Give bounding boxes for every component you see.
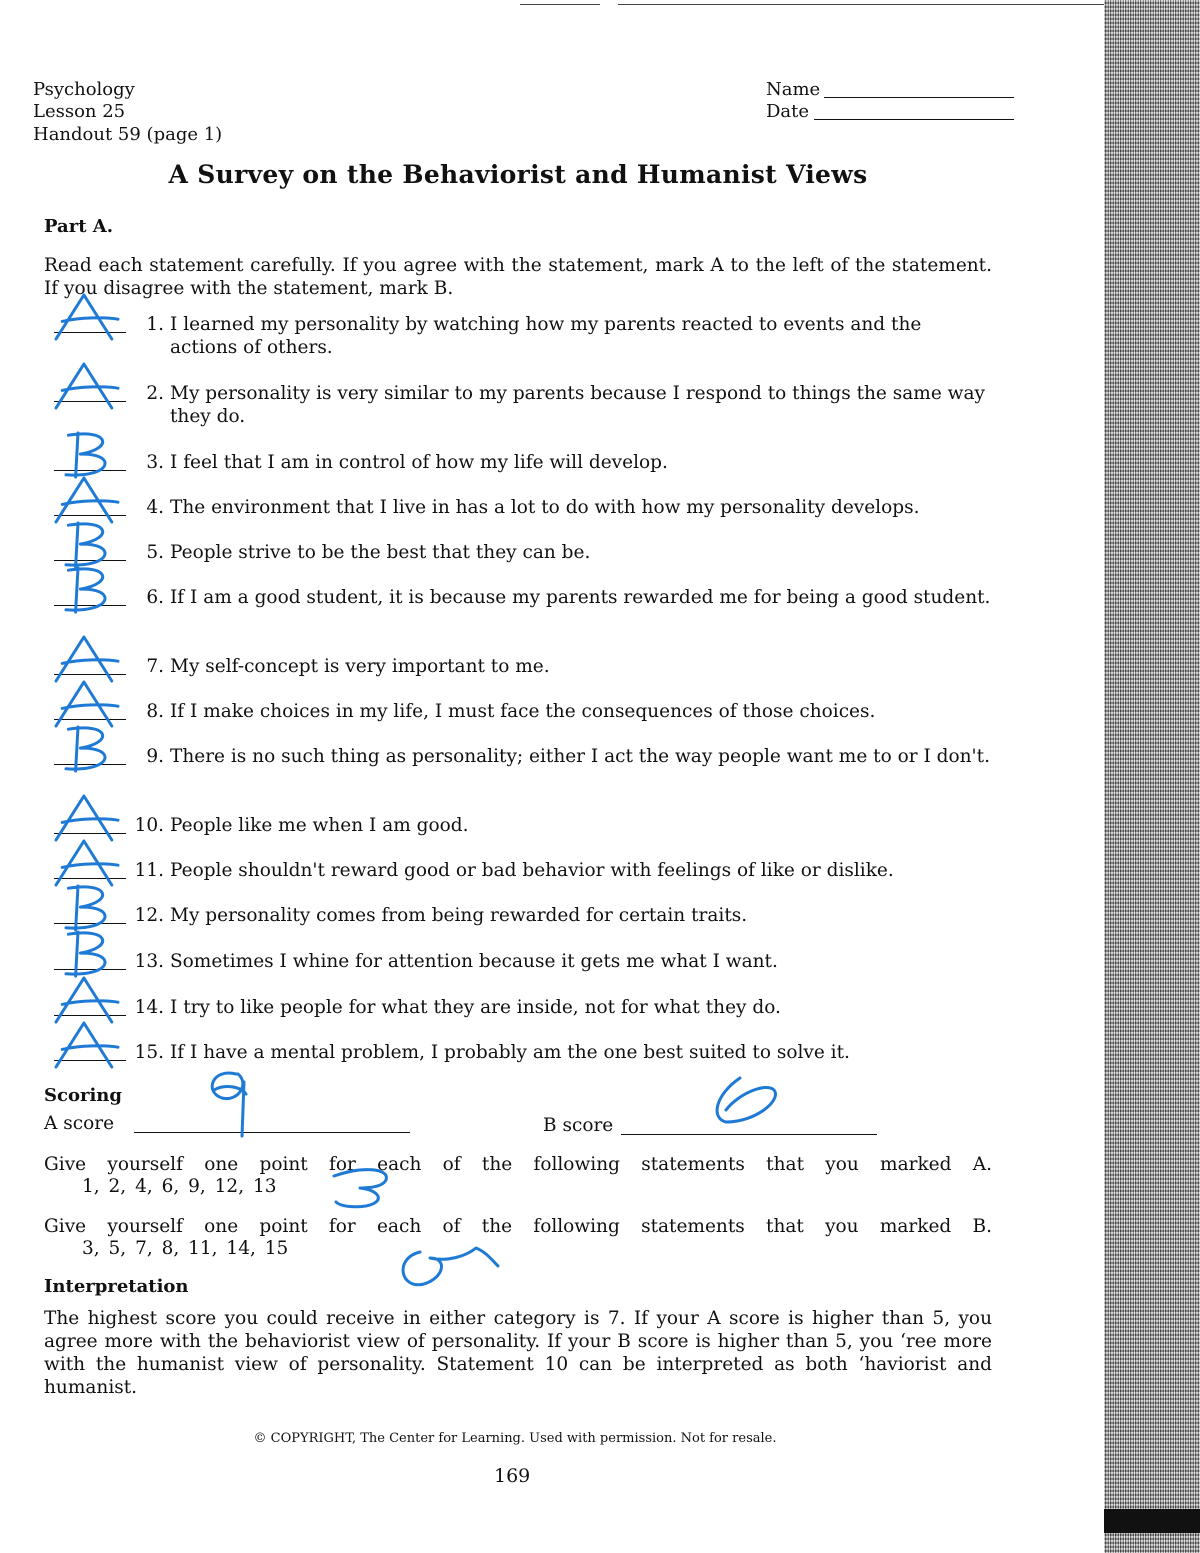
handwritten-b-mark: [66, 568, 105, 612]
handwritten-b-mark: [66, 886, 105, 930]
statement-text: My self-concept is very important to me.: [170, 656, 550, 677]
name-label: Name: [766, 79, 821, 100]
statement-text: Sometimes I whine for attention because it gets me what I want.: [170, 951, 778, 972]
a-scoring-items: 1, 2, 4, 6, 9, 12, 13: [82, 1176, 277, 1197]
statement-text: My personality comes from being rewarded for certain traits.: [170, 905, 748, 926]
statement-number: 12.: [134, 905, 164, 926]
statement-number: 6.: [146, 587, 164, 608]
statement-text: My personality is very similar to my parents because I respond to things the same way they do.: [170, 383, 985, 427]
statement-text: People like me when I am good.: [170, 815, 469, 836]
part-a-heading: Part A.: [44, 216, 114, 237]
handwritten-a-note: [334, 1170, 386, 1207]
statement-text: The environment that I live in has a lot to do with how my personality develops.: [170, 497, 920, 518]
statement-number: 11.: [134, 860, 164, 881]
lesson-label: Lesson 25: [33, 101, 126, 122]
statement-text: I learned my personality by watching how my parents reacted to events and the actions of others.: [170, 314, 922, 358]
statement-text: If I have a mental problem, I probably am the one best suited to solve it.: [170, 1042, 850, 1063]
b-scoring-rule: Give yourself one point for each of the following statements that you marked B.: [44, 1216, 992, 1237]
statement-text: People shouldn't reward good or bad behavior with feelings of like or dislike.: [170, 860, 894, 881]
statement-number: 14.: [134, 997, 164, 1018]
statement-text: There is no such thing as personality; either I act the way people want me to or I don't.: [170, 746, 990, 767]
a-scoring-rule: Give yourself one point for each of the following statements that you marked A.: [44, 1154, 992, 1175]
handwritten-a-mark: [56, 796, 118, 840]
handwritten-a-mark: [56, 1023, 118, 1067]
statement-text: I try to like people for what they are inside, not for what they do.: [170, 997, 781, 1018]
statement-text: I feel that I am in control of how my life will develop.: [170, 452, 668, 473]
handwritten-b-score: [717, 1078, 775, 1122]
statement-text: If I make choices in my life, I must face the consequences of those choices.: [170, 701, 876, 722]
statement-number: 1.: [146, 314, 164, 335]
handout-label: Handout 59 (page 1): [33, 124, 223, 145]
interpretation-text: The highest score you could receive in either category is 7. If your A score is higher than 5, you agree more with the behaviorist view of personality. If your B score is higher than 5, you ‘ree more with the humanist view of personality. Statement 10 can be interpreted as both ‘haviorist and humanist.: [44, 1308, 992, 1398]
part-a-instructions: Read each statement carefully. If you agree with the statement, mark A to the left of the statement. If you disagree with the statement, mark B.: [44, 255, 992, 299]
statement-number: 5.: [146, 542, 164, 563]
statement-number: 4.: [146, 497, 164, 518]
handwritten-b-mark: [66, 932, 105, 976]
handwritten-a-mark: [56, 295, 118, 339]
handwritten-b-mark: [66, 433, 105, 477]
statement-number: 2.: [146, 383, 164, 404]
a-score-label: A score: [44, 1113, 115, 1134]
handwritten-a-mark: [56, 978, 118, 1022]
course-label: Psychology: [33, 79, 135, 100]
handwritten-a-mark: [56, 364, 118, 408]
date-label: Date: [766, 101, 810, 122]
handwritten-b-note: [403, 1248, 498, 1285]
handwritten-b-mark: [66, 727, 105, 771]
page-number: 169: [494, 1465, 531, 1487]
scoring-heading: Scoring: [44, 1085, 122, 1106]
statement-number: 10.: [134, 815, 164, 836]
b-scoring-items: 3, 5, 7, 8, 11, 14, 15: [82, 1238, 289, 1259]
handwritten-a-score: [212, 1073, 246, 1136]
handwritten-a-mark: [56, 682, 118, 726]
statement-number: 13.: [134, 951, 164, 972]
statement-number: 3.: [146, 452, 164, 473]
handwritten-a-mark: [56, 637, 118, 681]
statement-number: 15.: [134, 1042, 164, 1063]
statement-text: If I am a good student, it is because my parents rewarded me for being a good student.: [170, 587, 991, 608]
b-score-label: B score: [543, 1115, 614, 1136]
handwritten-a-mark: [56, 478, 118, 522]
statement-text: People strive to be the best that they can be.: [170, 542, 591, 563]
statement-number: 7.: [146, 656, 164, 677]
statement-number: 9.: [146, 746, 164, 767]
page-title: A Survey on the Behaviorist and Humanist Views: [168, 160, 868, 189]
handwritten-b-mark: [66, 523, 105, 567]
copyright-notice: © COPYRIGHT, The Center for Learning. Used with permission. Not for resale.: [253, 1431, 777, 1446]
interpretation-heading: Interpretation: [44, 1276, 189, 1297]
handwritten-a-mark: [56, 841, 118, 885]
statement-number: 8.: [146, 701, 164, 722]
